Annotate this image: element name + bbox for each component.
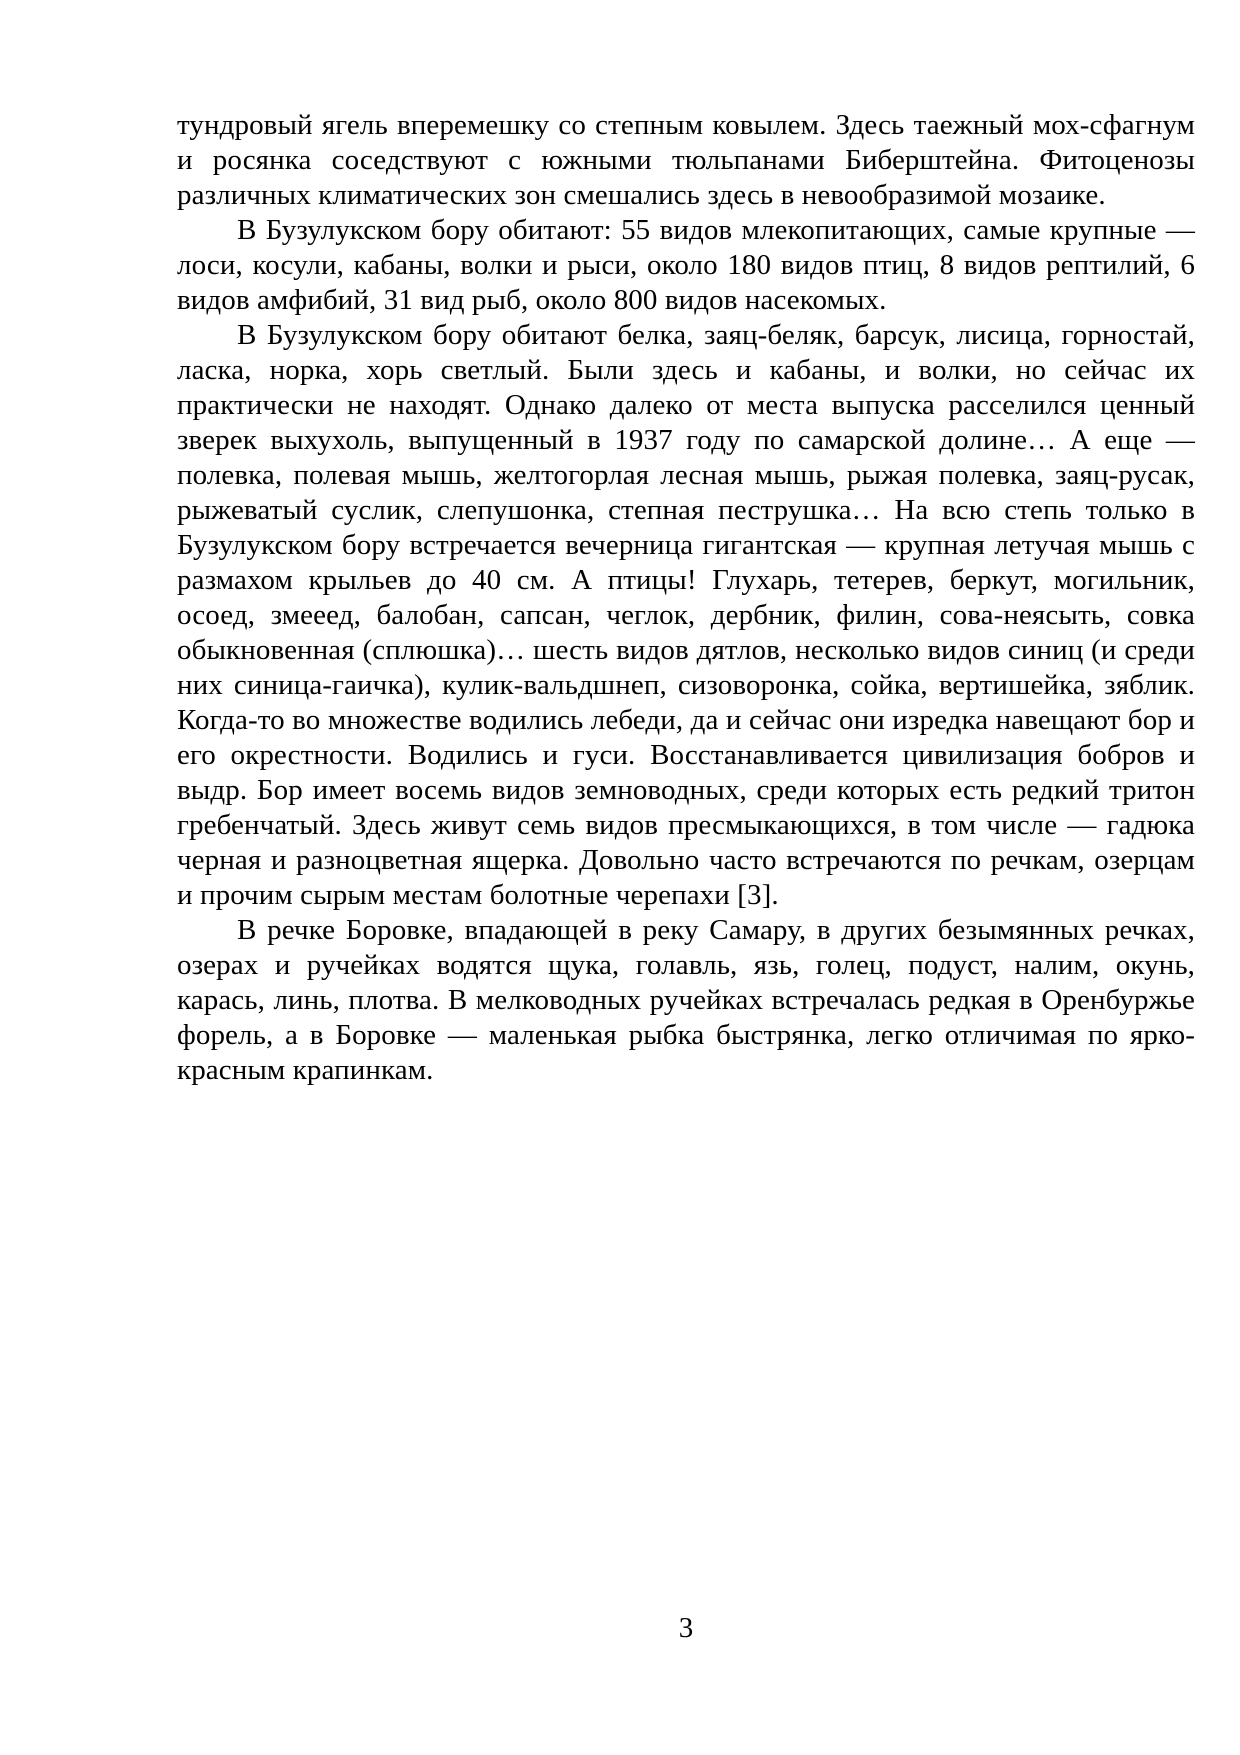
paragraph: В Бузулукском бору обитают: 55 видов млекопитающих, самые крупные — лоси, косули, кабаны, волки и рыси, около 180 видов птиц, 8 видов рептилий, 6 видов амфибий, 31 вид рыб, около 800 видов насекомых.	[177, 214, 1195, 316]
paragraph: тундровый ягель вперемешку со степным ковылем. Здесь таежный мох-сфагнум и росянка соседствуют с южными тюльпанами Биберштейна. Фитоценозы различных климатических зон смешались здесь в невообразимой мозаике.	[177, 109, 1195, 211]
page-number: 3	[678, 1612, 694, 1644]
text-body	[177, 108, 1195, 1088]
paragraph: В Бузулукском бору обитают белка, заяц-беляк, барсук, лисица, горностай, ласка, норка, хорь светлый. Были здесь и кабаны, и волки, но сейчас их практически не находят. Однако далеко от места выпуска расселился ценный зверек выхухоль, выпущенный в 1937 году по самарской долине… А еще — полевка, полевая мышь, желтогорлая лесная мышь, рыжая полевка, заяц-русак, рыжеватый суслик, слепушонка, степная пеструшка… На всю степь только в Бузулукском бору встречается вечерница гигантская — крупная летучая мышь с размахом крыльев до 40 см. А птицы! Глухарь, тетерев, беркут, могильник, осоед, змееед, балобан, сапсан, чеглок, дербник, филин, сова-неясыть, совка обыкновенная (сплюшка)… шесть видов дятлов, несколько видов синиц (и среди них синица-гаичка), кулик-вальдшнеп, сизоворонка, сойка, вертишейка, зяблик. Когда-то во множестве водились лебеди, да и сейчас они изредка навещают бор и его окрестности. Водились и гуси. Восстанавливается цивилизация бобров и выдр. Бор имеет восемь видов земноводных, среди которых есть редкий тритон гребенчатый. Здесь живут семь видов пресмыкающихся, в том числе — гадюка черная и разноцветная ящерка. Довольно часто встречаются по речкам, озерцам и прочим сырым местам болотные черепахи [3].	[177, 319, 1195, 911]
page-footer	[177, 1611, 1195, 1646]
paragraph: В речке Боровке, впадающей в реку Самару, в других безымянных речках, озерах и ручейках водятся щука, голавль, язь, голец, подуст, налим, окунь, карась, линь, плотва. В мелководных ручейках встречалась редкая в Оренбуржье форель, а в Боровке — маленькая рыбка быстрянка, легко отличимая по ярко-красным крапинкам.	[177, 914, 1195, 1086]
